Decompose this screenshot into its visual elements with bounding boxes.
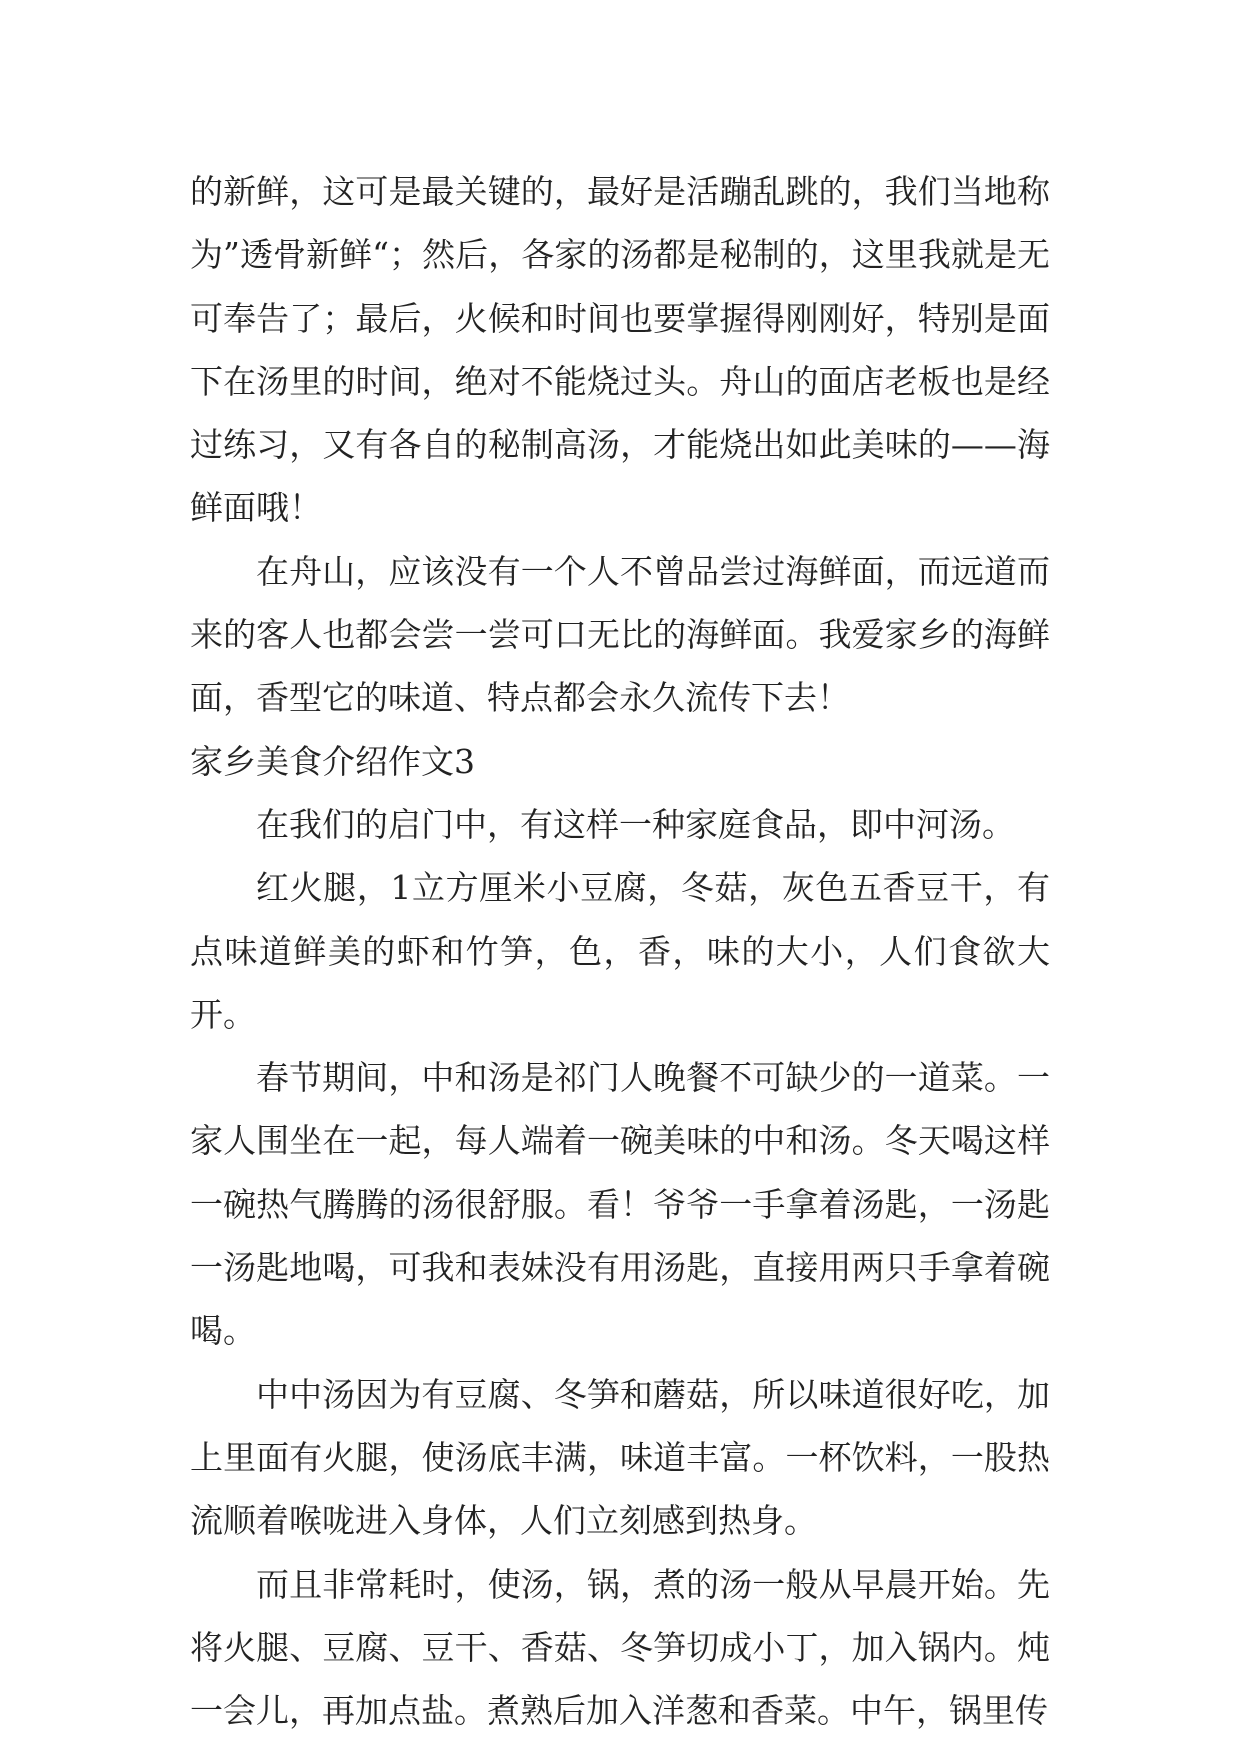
paragraph: 中中汤因为有豆腐、冬笋和蘑菇，所以味道很好吃，加上里面有火腿，使汤底丰满，味道丰富。一杯饮料，一股热流顺着喉咙进入身体，人们立刻感到热身。 [190, 1374, 1050, 1541]
paragraph-continuation: 的新鲜，这可是最关键的，最好是活蹦乱跳的，我们当地称为”透骨新鲜“；然后，各家的汤都是秘制的，这里我就是无可奉告了；最后，火候和时间也要掌握得刚刚好，特别是面下在汤里的时间，绝对不能烧过头。舟山的面店老板也是经过练习，又有各自的秘制高汤，才能烧出如此美味的——海鲜面哦！ [190, 172, 1050, 528]
document-body [190, 160, 1050, 1742]
paragraph: 春节期间，中和汤是祁门人晚餐不可缺少的一道菜。一家人围坐在一起，每人端着一碗美味的中和汤。冬天喝这样一碗热气腾腾的汤很舒服。看！爷爷一手拿着汤匙，一汤匙一汤匙地喝，可我和表妹没有用汤匙，直接用两只手拿着碗喝。 [190, 1058, 1050, 1351]
paragraph: 在舟山，应该没有一个人不曾品尝过海鲜面，而远道而来的客人也都会尝一尝可口无比的海鲜面。我爱家乡的海鲜面，香型它的味道、特点都会永久流传下去！ [190, 551, 1050, 718]
paragraph: 红火腿，1立方厘米小豆腐，冬菇，灰色五香豆干，有点味道鲜美的虾和竹笋，色，香，味的大小，人们食欲大开。 [190, 868, 1050, 1034]
section-heading: 家乡美食介绍作文3 [190, 741, 475, 781]
paragraph: 而且非常耗时，使汤，锅，煮的汤一般从早晨开始。先将火腿、豆腐、豆干、香菇、冬笋切成小丁，加入锅内。炖一会儿，再加点盐。煮熟后加入洋葱和香菜。中午，锅里传 [190, 1564, 1050, 1731]
paragraph: 在我们的启门中，有这样一种家庭食品，即中河汤。 [256, 804, 1015, 844]
